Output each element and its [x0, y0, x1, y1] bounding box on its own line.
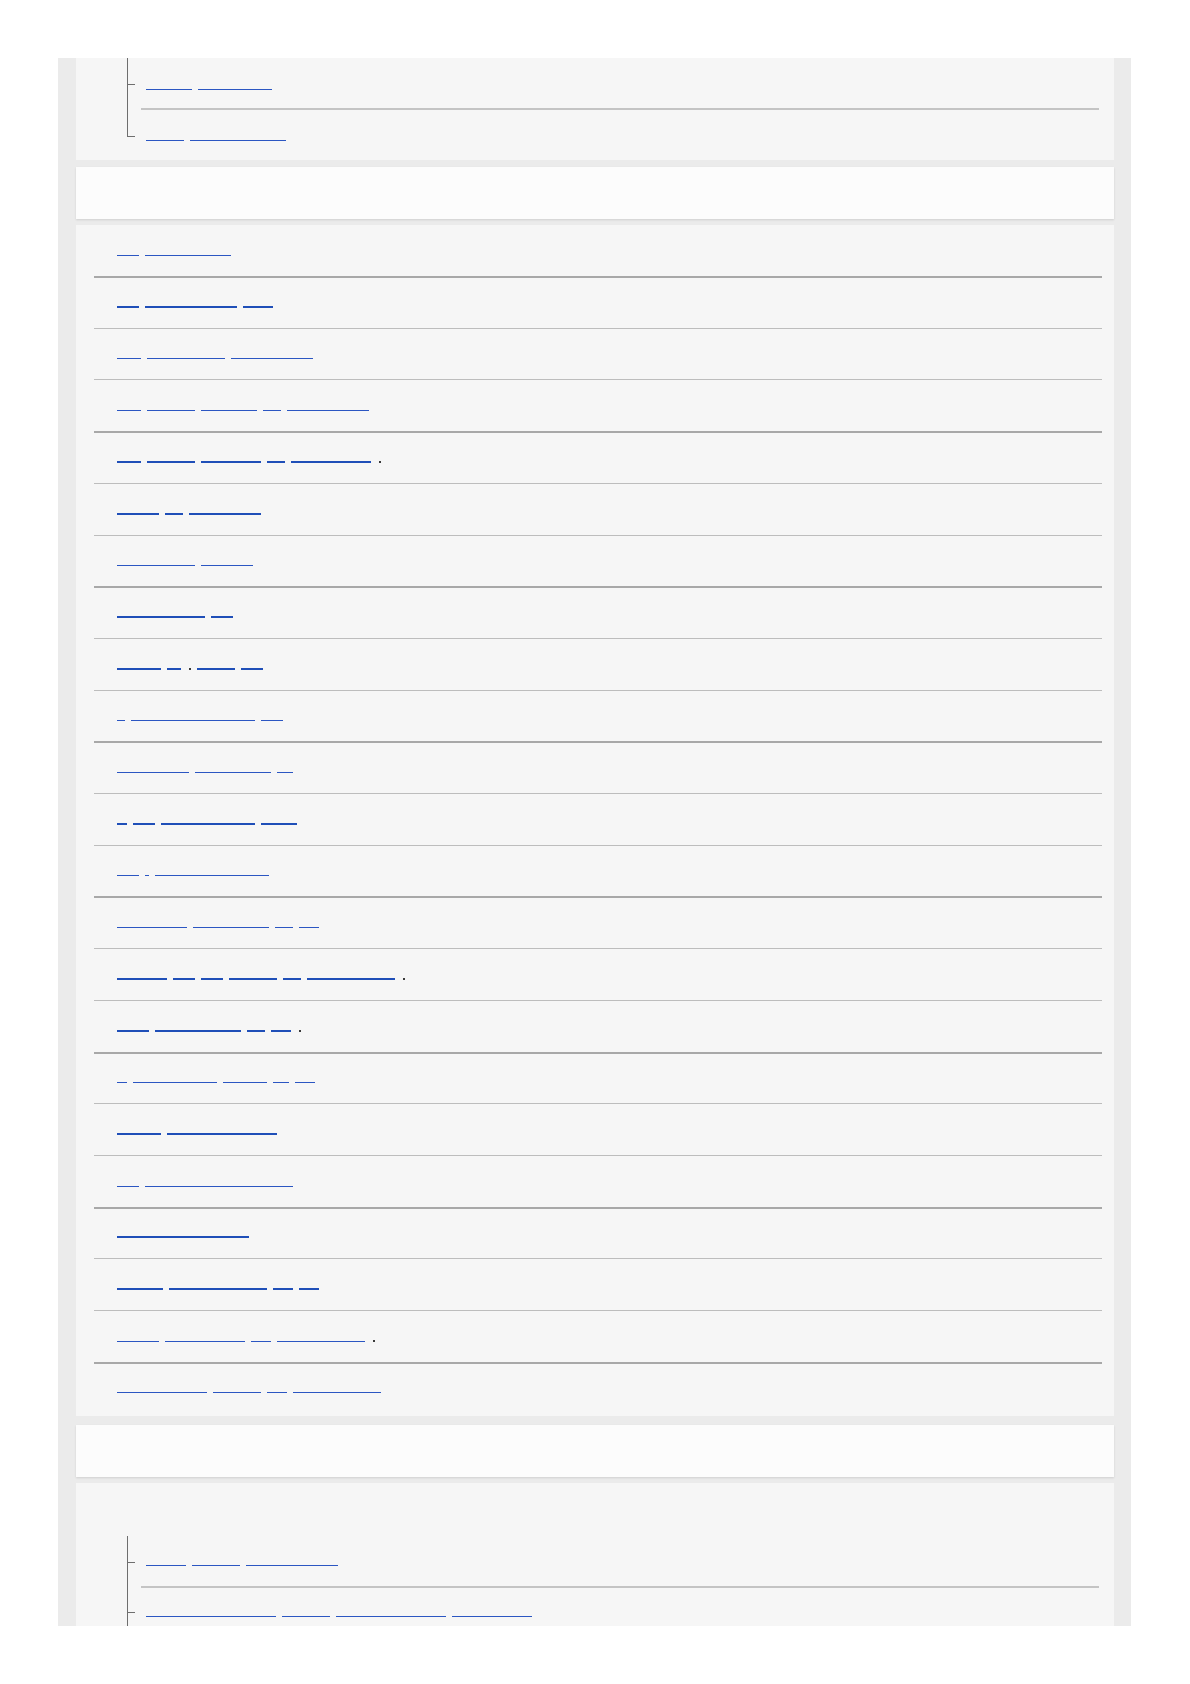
- list-link-1[interactable]: [117, 253, 231, 256]
- link-underline: [299, 1288, 319, 1290]
- row-divider: [94, 1000, 1102, 1001]
- link-underline: [299, 927, 319, 928]
- link-underline: [165, 513, 183, 515]
- link-underline: [145, 255, 231, 256]
- list-link-7[interactable]: [117, 563, 253, 566]
- link-underline: [117, 978, 167, 980]
- link-underline: [291, 461, 371, 463]
- link-underline: [117, 306, 139, 308]
- link-underline: [165, 1341, 245, 1342]
- list-link-20[interactable]: [117, 1235, 249, 1238]
- link-underline: [229, 978, 277, 980]
- link-underline: [201, 461, 261, 463]
- row-divider: [94, 638, 1102, 639]
- row-divider: [94, 793, 1102, 794]
- link-underline: [287, 410, 369, 411]
- list-link-2[interactable]: [117, 305, 273, 308]
- list-link-14[interactable]: [117, 925, 319, 928]
- row-divider: [94, 328, 1102, 329]
- link-underline: [133, 823, 155, 825]
- top-tree-link-2[interactable]: [146, 138, 286, 141]
- link-underline: [261, 720, 283, 721]
- list-link-6[interactable]: [117, 512, 261, 515]
- bottom-tree-panel: [76, 1483, 1114, 1626]
- link-underline: [117, 1082, 127, 1083]
- row-divider: [94, 948, 1102, 949]
- list-link-23[interactable]: [117, 1390, 381, 1393]
- row-divider: [94, 276, 1102, 278]
- link-underline: [173, 978, 195, 980]
- link-underline: [117, 927, 187, 928]
- link-underline: [117, 1288, 163, 1290]
- row-divider: [94, 1052, 1102, 1054]
- tree-branch: [127, 1562, 135, 1563]
- list-link-10[interactable]: [117, 718, 283, 721]
- divider: [141, 1586, 1099, 1588]
- row-divider: [94, 431, 1102, 433]
- link-underline: [247, 1030, 265, 1032]
- link-underline: [117, 1030, 149, 1032]
- link-underline: [147, 410, 195, 411]
- link-underline: [275, 927, 293, 928]
- row-divider: [94, 535, 1102, 536]
- row-divider: [94, 483, 1102, 484]
- link-underline: [155, 875, 269, 876]
- row-divider: [94, 896, 1102, 898]
- link-underline: [169, 1288, 267, 1290]
- link-underline: [299, 1030, 301, 1032]
- link-underline: [273, 1082, 289, 1083]
- link-underline: [211, 616, 233, 618]
- link-underline: [201, 410, 257, 411]
- link-underline: [145, 1186, 293, 1187]
- link-underline: [117, 772, 189, 773]
- link-underline: [307, 978, 395, 980]
- link-underline: [263, 410, 281, 411]
- link-underline: [117, 668, 161, 670]
- link-underline: [267, 1392, 287, 1393]
- list-link-21[interactable]: [117, 1287, 319, 1290]
- list-link-3[interactable]: [117, 356, 313, 359]
- tree-branch: [127, 84, 135, 85]
- link-underline: [167, 668, 181, 670]
- link-underline: [117, 565, 195, 566]
- row-divider: [94, 845, 1102, 846]
- link-underline: [155, 1030, 241, 1032]
- list-link-16[interactable]: [117, 1029, 301, 1032]
- bottom-tree-link-1[interactable]: [146, 1563, 338, 1566]
- link-underline: [197, 668, 235, 670]
- section-header-band-2: [76, 1425, 1114, 1477]
- link-underline: [277, 1341, 365, 1342]
- list-link-18[interactable]: [117, 1132, 277, 1135]
- list-link-5[interactable]: [117, 460, 381, 463]
- link-underline: [145, 875, 149, 876]
- link-underline: [167, 1133, 277, 1135]
- list-link-15[interactable]: [117, 977, 405, 980]
- link-underline: [243, 306, 273, 308]
- link-underline: [295, 1082, 315, 1083]
- link-underline: [117, 875, 139, 876]
- row-divider: [94, 1310, 1102, 1311]
- top-tree-link-1[interactable]: [146, 87, 272, 90]
- link-underline: [117, 255, 139, 256]
- link-underline: [283, 978, 301, 980]
- link-underline: [271, 1030, 291, 1032]
- link-underline: [145, 306, 237, 308]
- link-underline: [403, 978, 405, 980]
- link-underline: [261, 823, 297, 825]
- bottom-tree-link-2[interactable]: [146, 1614, 532, 1617]
- list-link-17[interactable]: [117, 1080, 315, 1083]
- tree-connector: [127, 58, 128, 137]
- link-underline: [117, 461, 141, 463]
- link-underline: [147, 461, 195, 463]
- link-underline: [379, 461, 381, 463]
- row-divider: [94, 1362, 1102, 1364]
- link-underline: [189, 668, 191, 670]
- list-link-8[interactable]: [117, 615, 233, 618]
- link-underline: [267, 461, 285, 463]
- list-link-12[interactable]: [117, 822, 297, 825]
- link-underline: [117, 358, 141, 359]
- link-underline: [231, 358, 313, 359]
- link-underline: [117, 513, 159, 515]
- section-header-band: [76, 167, 1114, 219]
- link-underline: [133, 1082, 217, 1083]
- link-underline: [117, 720, 125, 721]
- list-link-13[interactable]: [117, 873, 269, 876]
- row-divider: [94, 690, 1102, 691]
- row-divider: [94, 1103, 1102, 1104]
- link-underline: [117, 1392, 207, 1393]
- tree-branch: [127, 136, 135, 137]
- link-underline: [241, 668, 263, 670]
- link-underline: [213, 1392, 261, 1393]
- row-divider: [94, 586, 1102, 588]
- list-link-11[interactable]: [117, 770, 293, 773]
- link-underline: [147, 358, 225, 359]
- link-underline: [195, 772, 271, 773]
- link-underline: [201, 978, 223, 980]
- link-underline: [193, 927, 269, 928]
- link-underline: [117, 1341, 159, 1342]
- list-link-9[interactable]: [117, 667, 263, 670]
- divider: [141, 108, 1099, 110]
- row-divider: [94, 379, 1102, 380]
- link-underline: [117, 1186, 139, 1187]
- link-underline: [251, 1341, 271, 1342]
- link-underline: [117, 1236, 249, 1238]
- link-underline: [189, 513, 261, 515]
- link-underline: [201, 565, 253, 566]
- row-divider: [94, 1155, 1102, 1156]
- link-underline: [277, 772, 293, 773]
- link-underline: [273, 1288, 293, 1290]
- list-link-4[interactable]: [117, 408, 369, 411]
- link-underline: [117, 823, 127, 825]
- row-divider: [94, 741, 1102, 743]
- tree-branch: [127, 1612, 135, 1613]
- list-link-19[interactable]: [117, 1184, 293, 1187]
- link-underline: [223, 1082, 267, 1083]
- link-underline: [117, 410, 141, 411]
- row-divider: [94, 1258, 1102, 1259]
- link-underline: [373, 1340, 375, 1342]
- link-underline: [117, 1133, 161, 1135]
- link-underline: [117, 616, 205, 618]
- list-link-22[interactable]: [117, 1339, 375, 1342]
- link-underline: [161, 823, 255, 825]
- link-underline: [293, 1392, 381, 1393]
- row-divider: [94, 1207, 1102, 1209]
- link-underline: [131, 720, 255, 721]
